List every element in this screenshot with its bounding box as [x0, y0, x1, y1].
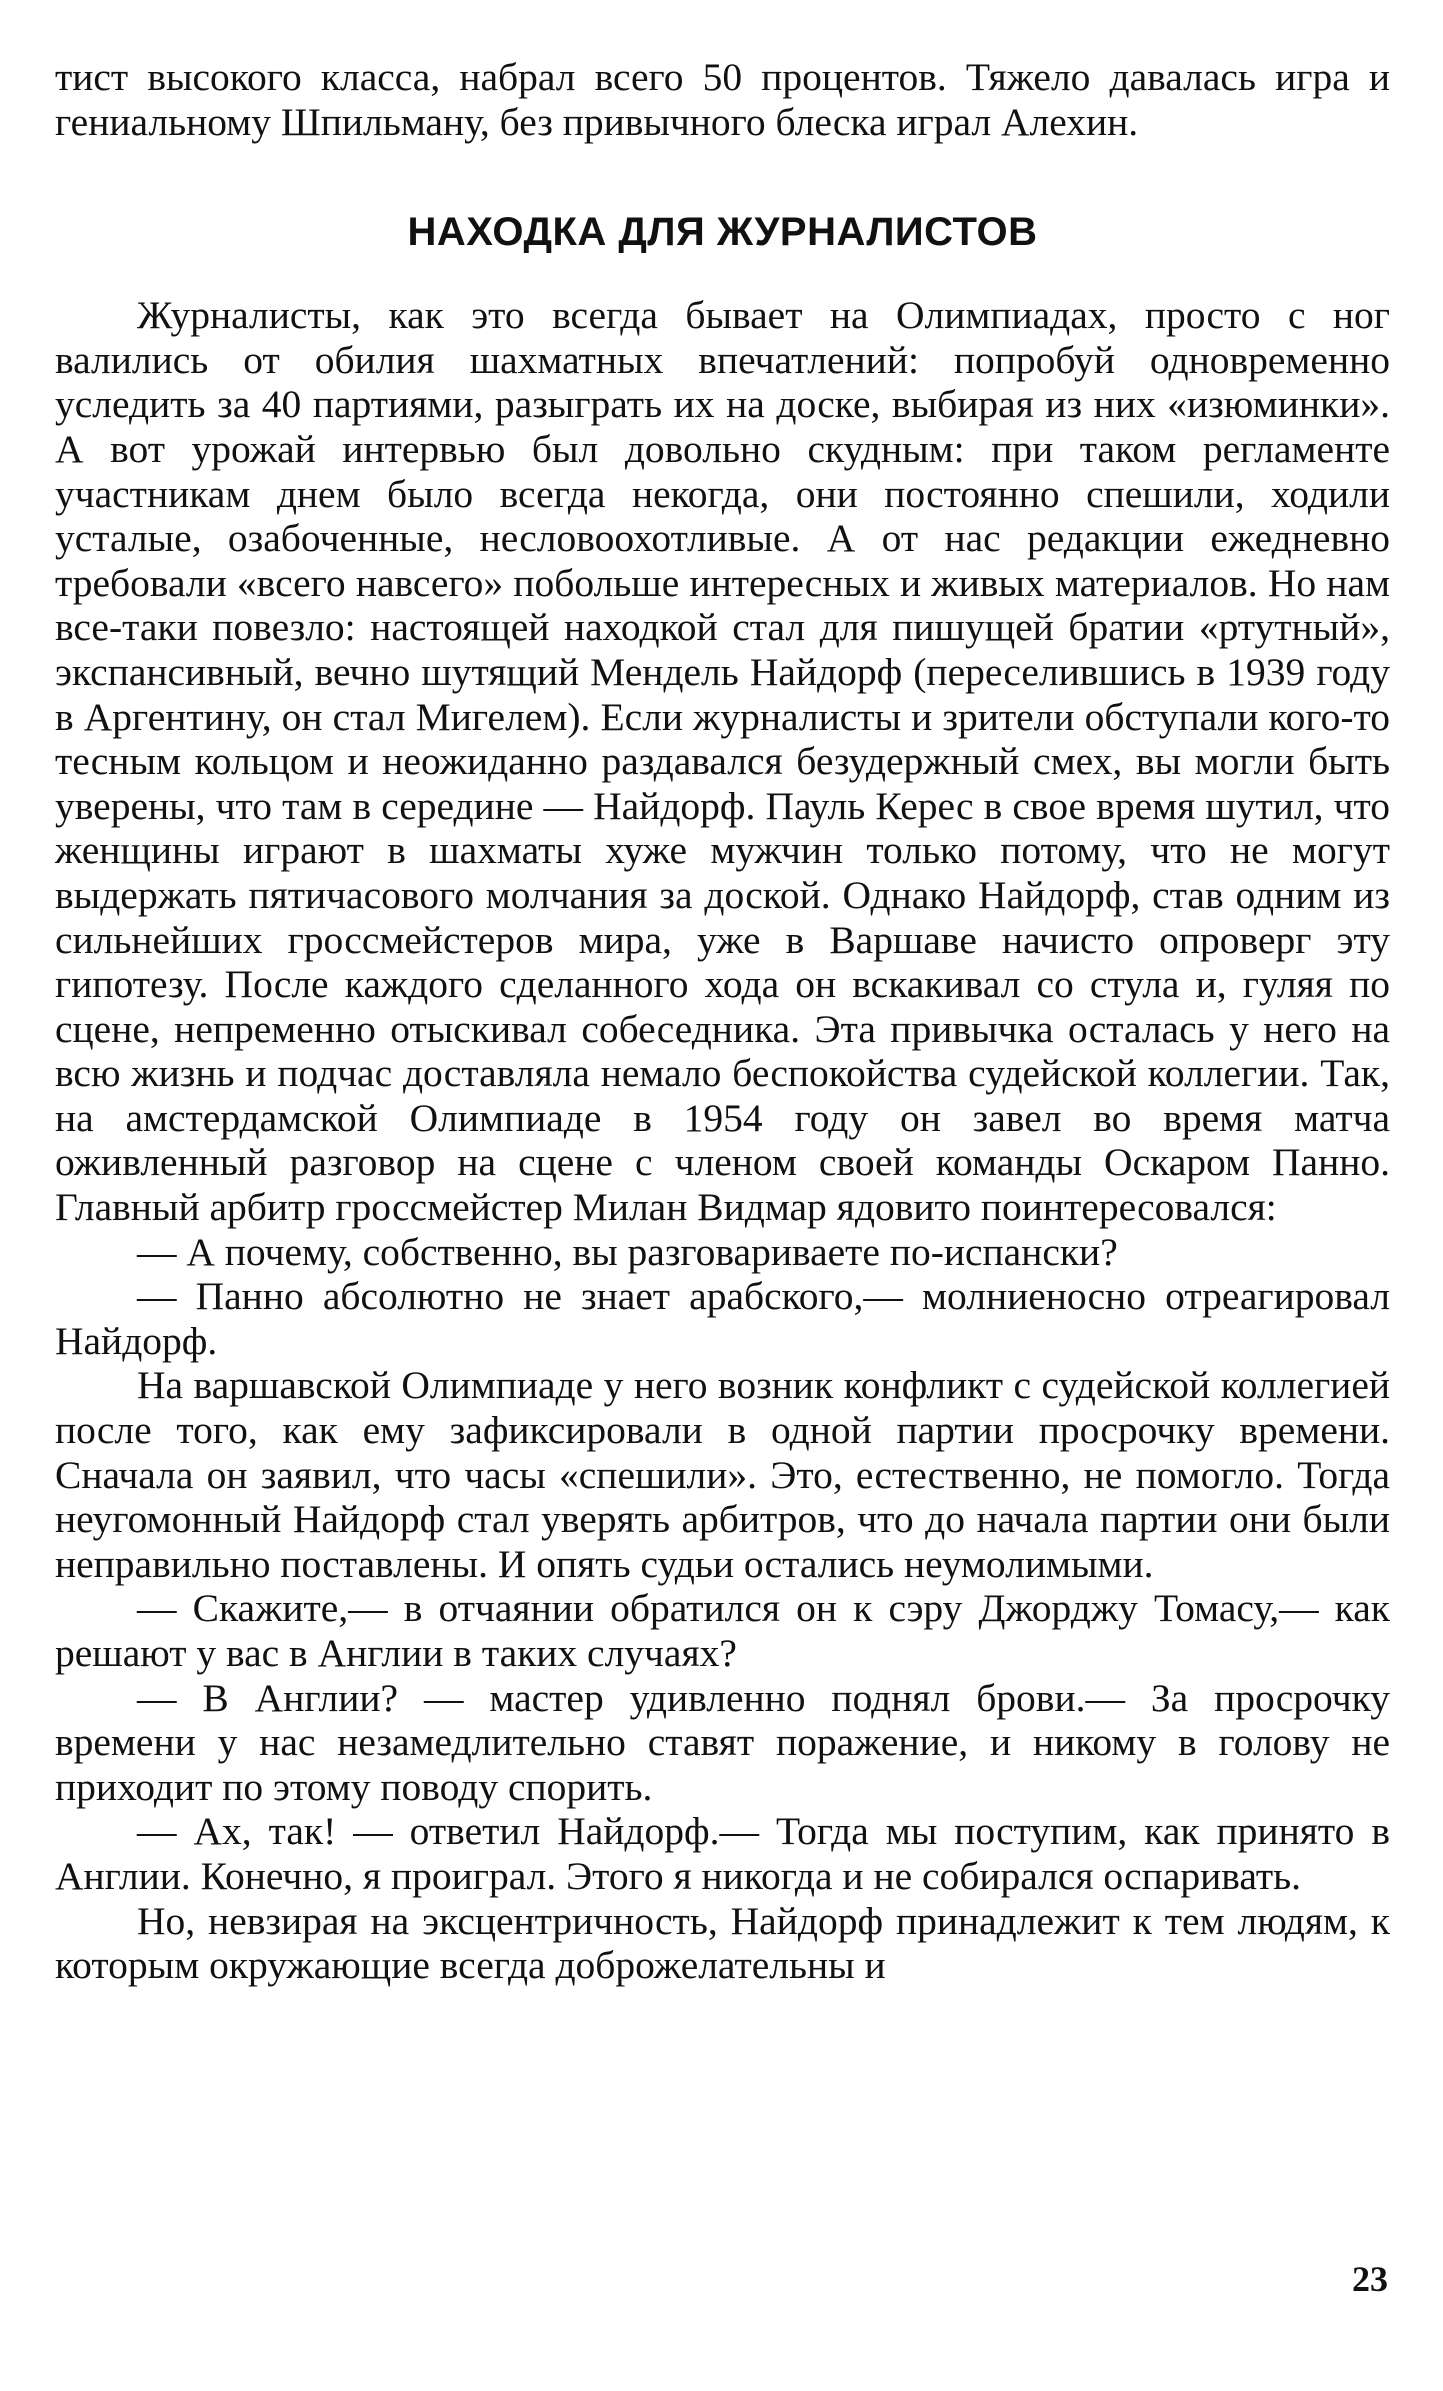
- body-paragraph-2: На варшавской Олимпиаде у него возник конфликт с судейской коллегией после того, как ему зафиксировали в одной партии просрочку времени. Сначала он заявил, что часы «спешили». Это, естественно, не помогло. Тогда неугомонный Найдорф стал уверять арбитров, что до начала партии они были неправильно поставлены. И опять судьи остались неумолимыми.: [55, 1363, 1390, 1586]
- section-title: НАХОДКА ДЛЯ ЖУРНАЛИСТОВ: [407, 210, 1038, 255]
- intro-paragraph: тист высокого класса, набрал всего 50 процентов. Тяжело давалась игра и гениальному Шпильману, без привычного блеска играл Алехин.: [55, 55, 1390, 144]
- dialogue-line-1: — А почему, собственно, вы разговариваете по-испански?: [137, 1229, 1118, 1274]
- dialogue-line-5: — Ах, так! — ответил Найдорф.— Тогда мы поступим, как принято в Англии. Конечно, я проиграл. Этого я никогда и не собирался оспаривать.: [55, 1809, 1390, 1898]
- dialogue-line-4: — В Англии? — мастер удивленно поднял брови.— За просрочку времени у нас незамедлительно ставят поражение, и никому в голову не приходит по этому поводу спорить.: [55, 1675, 1390, 1809]
- dialogue-line-2: — Панно абсолютно не знает арабского,— молниеносно отреагировал Найдорф.: [55, 1274, 1390, 1363]
- body-paragraph-3: Но, невзирая на эксцентричность, Найдорф принадлежит к тем людям, к которым окружающие всегда доброжелательны и: [55, 1898, 1390, 1988]
- body-paragraph-1: Журналисты, как это всегда бывает на Олимпиадах, просто с ног валились от обилия шахматных впечатлений: попробуй одновременно уследить за 40 партиями, разыграть их на доске, выбирая из них «изюминки». А вот урожай интервью был довольно скудным: при таком регламенте участникам днем было всегда некогда, они постоянно спешили, ходили усталые, озабоченные, несловоохотливые. А от нас редакции ежедневно требовали «всего навсего» побольше интересных и живых материалов. Но нам все-таки повезло: настоящей находкой стал для пишущей братии «ртутный», экспансивный, вечно шутящий Мендель Найдорф (переселившись в 1939 году в Аргентину, он стал Мигелем). Если журналисты и зрители обступали кого-то тесным кольцом и неожиданно раздавался безудержный смех, вы могли быть уверены, что там в середине — Найдорф. Пауль Керес в свое время шутил, что женщины играют в шахматы хуже мужчин только потому, что не могут выдержать пятичасового молчания за доской. Однако Найдорф, став одним из сильнейших гроссмейстеров мира, уже в Варшаве начисто опроверг эту гипотезу. После каждого сделанного хода он вскакивал со стула и, гуляя по сцене, непременно отыскивал собеседника. Эта привычка осталась у него на всю жизнь и подчас доставляла немало беспокойства судейской коллегии. Так, на амстердамской Олимпиаде в 1954 году он завел во время матча оживленный разговор на сцене с членом своей команды Оскаром Панно. Главный арбитр гроссмейстер Милан Видмар ядовито поинтересовался:: [55, 293, 1390, 1230]
- book-page: [55, 55, 1390, 1988]
- dialogue-line-3: — Скажите,— в отчаянии обратился он к сэру Джорджу Томасу,— как решают у вас в Англии в таких случаях?: [55, 1586, 1390, 1675]
- page-number: 23: [1352, 2259, 1388, 2299]
